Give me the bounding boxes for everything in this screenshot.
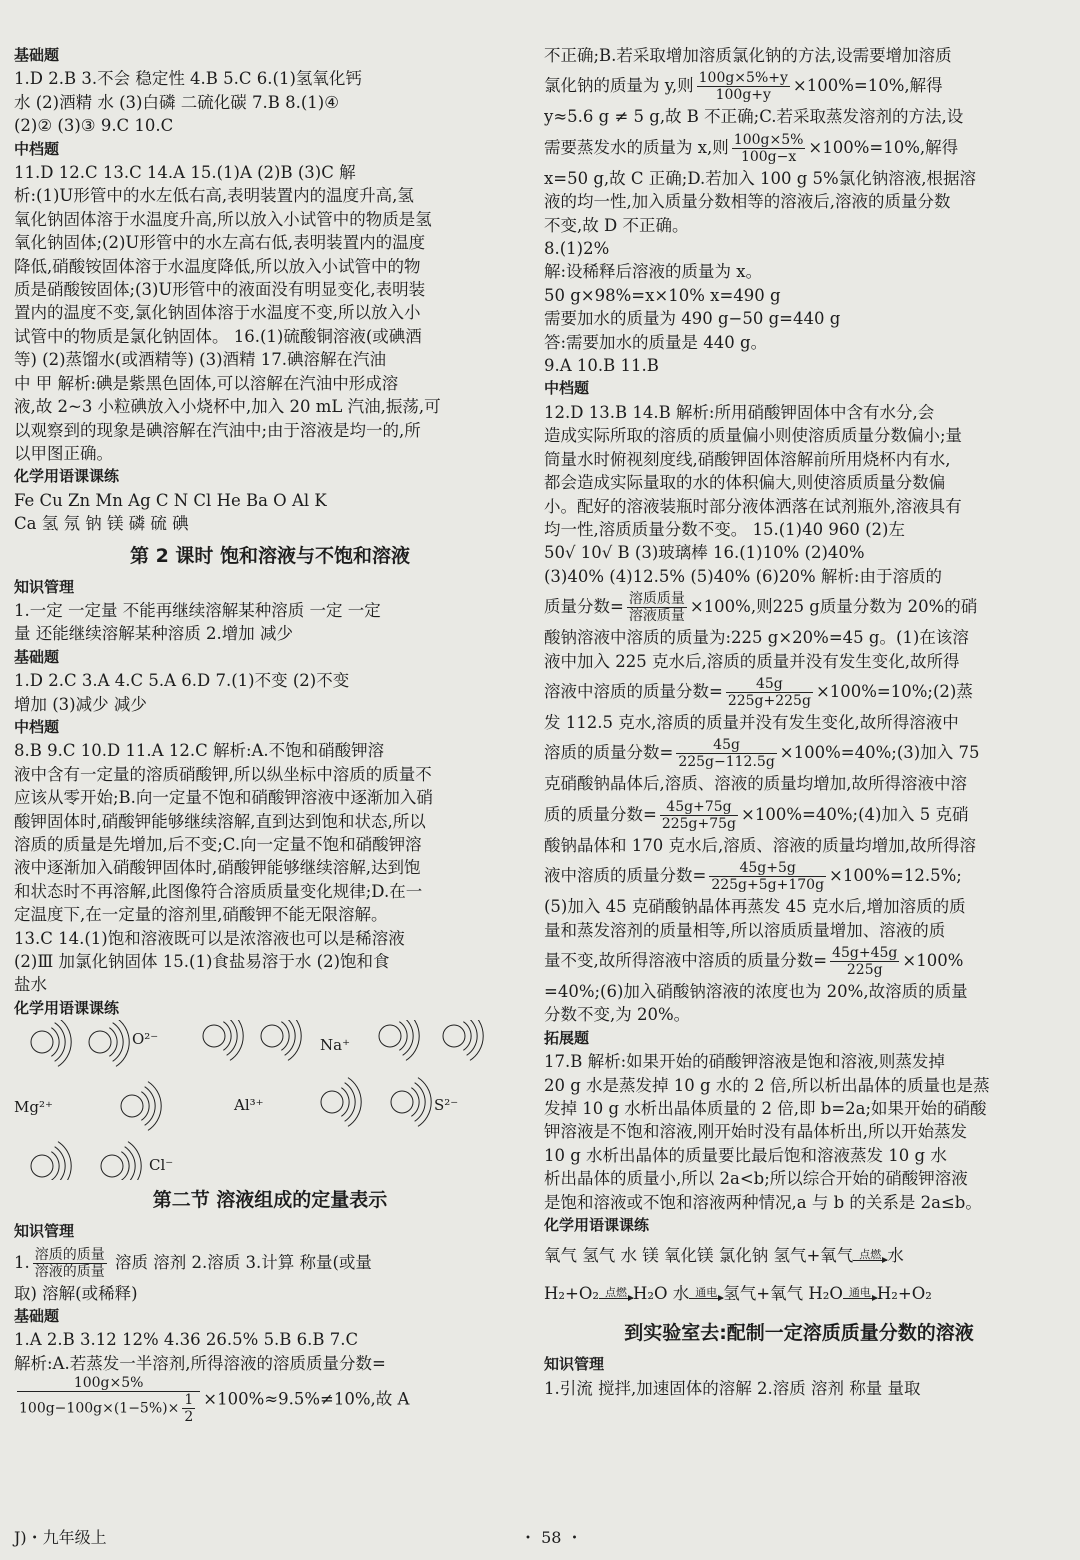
text-line: 不变,故 D 不正确。 bbox=[544, 215, 689, 235]
electron-shell-arc bbox=[348, 1078, 361, 1127]
text-line: 答:需要加水的质量是 440 g。 bbox=[544, 332, 768, 352]
lesson-title-saturated: 第 2 课时 饱和溶液与不饱和溶液 bbox=[129, 544, 411, 567]
text-line: 解:设稀释后溶液的质量为 x。 bbox=[544, 262, 763, 282]
electron-shell-arc bbox=[227, 1020, 238, 1055]
text-line: 和状态时不再溶解,此图像符合溶质质量变化规律;D.在一 bbox=[14, 881, 423, 901]
text-line: 小。配好的溶液装瓶时部分液体洒落在试剂瓶外,溶液具有 bbox=[544, 496, 962, 516]
reaction-arrow: 点燃 bbox=[599, 1287, 633, 1303]
text-line: 液中逐渐加入硝酸钾固体时,硝酸钾能够继续溶解,达到饱 bbox=[14, 858, 421, 878]
text-line: Fe Cu Zn Mn Ag C N Cl He Ba O Al K bbox=[14, 490, 327, 510]
section-heading: 知识管理 bbox=[544, 1355, 605, 1374]
electron-shell-arc bbox=[113, 1023, 124, 1062]
reaction-arrow: 通电 bbox=[843, 1287, 877, 1303]
text-line: 增加 (3)减少 减少 bbox=[14, 694, 147, 714]
text-line: 量和蒸发溶剂的质量相等,所以溶质质量增加、溶液的质 bbox=[544, 920, 946, 940]
text-line: 等) (2)蒸馏水(或酒精等) (3)酒精 17.碘溶解在汽油 bbox=[14, 350, 387, 370]
mass-fraction-def: $\frac{\text{溶质的质量}}{\text{溶液的质量}}$ bbox=[34, 1246, 105, 1280]
text-line: 氧化钠固体;(2)U形管中的水左高右低,表明装置内的温度 bbox=[14, 233, 426, 253]
formula-line: 量不变,故所得溶液中溶质的质量分数= $\frac{45g+45g}{225g}$ ×100% bbox=[544, 944, 964, 978]
text-line: 以甲图正确。 bbox=[14, 443, 113, 463]
text-line: 均一性,溶质质量分数不变。 15.(1)40 960 (2)左 bbox=[544, 519, 905, 539]
atom-structure-diagrams bbox=[14, 1020, 526, 1180]
text-line: 降低,硝酸铵固体溶于水温度降低,所以放入小试管中的物 bbox=[14, 256, 421, 276]
electron-shell-arc bbox=[403, 1020, 414, 1055]
text-line: 造成实际所取的溶质的质量偏小则使溶质质量分数偏小;量 bbox=[544, 426, 963, 446]
electron-shell-arc bbox=[415, 1083, 426, 1122]
text-line: 酸钠溶液中溶质的质量为:225 g×20%=45 g。(1)在该溶 bbox=[544, 628, 969, 648]
text-line: 发掉 10 g 水析出晶体质量的 2 倍,即 b=2a;如果开始的硝酸 bbox=[544, 1099, 987, 1118]
text-line: 发 112.5 克水,溶质的质量并没有发生变化,故所得溶液中 bbox=[544, 712, 959, 732]
electron-shell-arc bbox=[55, 1023, 66, 1062]
formula-line: 需要蒸发水的质量为 x,则 $\frac{100g\times 5\%}{100g-x}$ ×100%=10%,解得 bbox=[544, 131, 959, 165]
text-line: 是饱和溶液或不饱和溶液两种情况,a 与 b 的关系是 2a≤b。 bbox=[544, 1192, 982, 1212]
section-heading: 知识管理 bbox=[14, 577, 75, 596]
text-line: 都会造成实际量取的水的体积偏大,则使溶质质量分数偏 bbox=[544, 473, 946, 493]
electron-shell-arc bbox=[145, 1087, 156, 1126]
text-line: y≈5.6 g ≠ 5 g,故 B 不正确;C.若采取蒸发溶剂的方法,设 bbox=[544, 107, 964, 127]
ion-na-label: Na⁺ bbox=[320, 1036, 350, 1055]
text-line: 不正确;B.若采取增加溶质氯化钠的方法,设需要增加溶质 bbox=[544, 46, 952, 65]
text-line: 1.A 2.B 3.12 12% 4.36 26.5% 5.B 6.B 7.C bbox=[14, 1330, 359, 1350]
text-line: 13.C 14.(1)饱和溶液既可以是浓溶液也可以是稀溶液 bbox=[14, 928, 405, 948]
text-line: 筒量水时俯视刻度线,硝酸钾固体溶解前所用烧杯内有水, bbox=[544, 449, 951, 469]
text-line: 8.B 9.C 10.D 11.A 12.C 解析:A.不饱和硝酸钾溶 bbox=[14, 741, 385, 761]
text-line: 1.D 2.B 3.不会 稳定性 4.B 5.C 6.(1)氢氧化钙 bbox=[14, 69, 362, 89]
electron-shell-arc bbox=[418, 1078, 431, 1127]
text-line: (3)40% (4)12.5% (5)40% (6)20% 解析:由于溶质的 bbox=[544, 566, 942, 586]
text-line: 取) 溶解(或稀释) bbox=[14, 1283, 138, 1303]
text-line: 1.引流 搅拌,加速固体的溶解 2.溶质 溶剂 称量 量取 bbox=[544, 1378, 921, 1398]
text-line: 液的均一性,加入质量分数相等的溶液后,溶液的质量分数 bbox=[544, 192, 951, 212]
section-heading: 化学用语课课练 bbox=[14, 467, 120, 486]
nucleus-circle bbox=[101, 1155, 123, 1177]
text-line: 11.D 12.C 13.C 14.A 15.(1)A (2)B (3)C 解 bbox=[14, 163, 356, 183]
section-heading: 中档题 bbox=[14, 717, 60, 736]
nucleus-circle bbox=[121, 1095, 143, 1117]
text-line: 溶质的质量是先增加,后不变;C.向一定量不饱和硝酸钾溶 bbox=[14, 835, 422, 854]
text-line: 9.A 10.B 11.B bbox=[544, 356, 659, 376]
text-line: 10 g 水析出晶体的质量要比最后饱和溶液蒸发 10 g 水 bbox=[544, 1145, 947, 1165]
reaction-arrow: 点燃 bbox=[853, 1249, 887, 1265]
nucleus-circle bbox=[31, 1155, 53, 1177]
text-line: 分数不变,为 20%。 bbox=[544, 1005, 691, 1025]
knowledge-line-1: 1. $\frac{\text{溶质的质量}}{\text{溶液的质量}}$ 溶质 溶剂 2.溶质 3.计算 称量(或量 bbox=[14, 1246, 372, 1280]
page-number: ・ 58 ・ bbox=[520, 1528, 583, 1547]
text-line: (2)Ⅲ 加氯化钠固体 15.(1)食盐易溶于水 (2)饱和食 bbox=[14, 952, 390, 972]
section-title-quantitative: 第二节 溶液组成的定量表示 bbox=[152, 1189, 388, 1212]
text-line: 盐水 bbox=[14, 975, 47, 995]
ion-al-label: Al³⁺ bbox=[234, 1096, 264, 1115]
text-line: 以观察到的现象是碘溶解在汽油中;由于溶液是均一的,所 bbox=[14, 420, 421, 440]
text-line: 置内的温度不变,氯化钠固体溶于水温度不变,所以放入小 bbox=[14, 303, 421, 323]
nucleus-circle bbox=[203, 1025, 225, 1047]
text-line: 50√ 10√ B (3)玻璃棒 16.(1)10% (2)40% bbox=[544, 543, 865, 563]
text-line: 水 (2)酒精 水 (3)白磷 二硫化碳 7.B 8.(1)④ bbox=[14, 92, 339, 112]
right-column bbox=[544, 44, 1054, 1400]
text-line: 1.一定 一定量 不能再继续溶解某种溶质 一定 一定 bbox=[14, 600, 381, 620]
electron-shell-arc bbox=[148, 1082, 161, 1131]
electron-shell-arc bbox=[467, 1020, 478, 1055]
text-line: 17.B 解析:如果开始的硝酸钾溶液是饱和溶液,则蒸发掉 bbox=[544, 1052, 945, 1072]
text-line: 钾溶液是不饱和溶液,刚开始时没有晶体析出,所以开始蒸发 bbox=[544, 1122, 967, 1142]
text-line: 解析:A.若蒸发一半溶剂,所得溶液的溶质质量分数= bbox=[14, 1353, 386, 1373]
formula-line: 溶质的质量分数= $\frac{45g}{225g-112.5g}$ ×100%=40%;(3)加入 75 bbox=[544, 737, 980, 771]
text-line: Ca 氢 氖 钠 镁 磷 硫 碘 bbox=[14, 514, 189, 534]
nucleus-circle bbox=[31, 1031, 53, 1053]
section-heading: 基础题 bbox=[14, 1307, 60, 1326]
word-equations-line: 氧气 氢气 水 镁 氧化镁 氯化钠 氢气+氧气 点燃 水 bbox=[544, 1246, 904, 1266]
left-column bbox=[14, 44, 526, 1425]
text-line: 8.(1)2% bbox=[544, 239, 610, 259]
symbol-equations-line: H₂+O₂ 点燃 H₂O 水 通电 氢气+氧气 H₂O 通电 H₂+O₂ bbox=[544, 1284, 932, 1304]
section-heading: 基础题 bbox=[14, 647, 60, 666]
text-line: 应该从零开始;B.向一定量不饱和硝酸钾溶液中逐渐加入硝 bbox=[14, 788, 433, 808]
text-line: 试管中的物质是氯化钠固体。 16.(1)硫酸铜溶液(或碘酒 bbox=[14, 326, 422, 346]
ion-mg-label: Mg²⁺ bbox=[14, 1098, 53, 1117]
formula-line: 质的质量分数= $\frac{45g+75g}{225g+75g}$ ×100%=40%;(4)加入 5 克硝 bbox=[544, 798, 969, 832]
text-line: 20 g 水是蒸发掉 10 g 水的 2 倍,所以析出晶体的质量也是蒸 bbox=[544, 1075, 990, 1095]
nucleus-circle bbox=[321, 1091, 343, 1113]
footer-grade: J)・九年级上 bbox=[14, 1528, 107, 1547]
text-line: 克硝酸钠晶体后,溶质、溶液的质量均增加,故所得溶液中溶 bbox=[544, 774, 967, 794]
section-heading: 拓展题 bbox=[544, 1028, 590, 1047]
text-line: 液中加入 225 克水后,溶质的质量并没有发生变化,故所得 bbox=[544, 651, 960, 671]
text-line: 需要加水的质量为 490 g−50 g=440 g bbox=[544, 309, 841, 329]
electron-shell-arc bbox=[345, 1083, 356, 1122]
text-line: (5)加入 45 克硝酸钠晶体再蒸发 45 克水后,增加溶质的质 bbox=[544, 897, 966, 917]
text-line: 1.D 2.C 3.A 4.C 5.A 6.D 7.(1)不变 (2)不变 bbox=[14, 671, 350, 691]
section-heading: 中档题 bbox=[544, 379, 590, 398]
nucleus-circle bbox=[443, 1025, 465, 1047]
text-line: 定温度下,在一定量的溶剂里,硝酸钾不能无限溶解。 bbox=[14, 905, 388, 925]
text-line: 中 甲 解析:碘是紫黑色固体,可以溶解在汽油中形成溶 bbox=[14, 373, 399, 393]
formula-line: 溶液中溶质的质量分数= $\frac{45g}{225g+225g}$ ×100%=10%;(2)蒸 bbox=[544, 675, 973, 709]
ion-s-label: S²⁻ bbox=[434, 1096, 459, 1115]
lab-section-title: 到实验室去:配制一定溶质质量分数的溶液 bbox=[624, 1322, 974, 1345]
text-line: 量 还能继续溶解某种溶质 2.增加 减少 bbox=[14, 624, 293, 644]
reaction-arrow: 通电 bbox=[689, 1287, 723, 1303]
text-line: 氧化钠固体溶于水温度升高,所以放入小试管中的物质是氢 bbox=[14, 209, 432, 229]
nucleus-circle bbox=[89, 1031, 111, 1053]
formula-line: 氯化钠的质量为 y,则 $\frac{100g\times 5\%+y}{100g+y}$ ×100%=10%,解得 bbox=[544, 70, 943, 104]
formula-line: 液中溶质的质量分数= $\frac{45g+5g}{225g+5g+170g}$ ×100%=12.5%; bbox=[544, 860, 962, 894]
formula-line: 质量分数= $\frac{\text{溶质质量}}{\text{溶液质量}}$ ×100%,则225 g质量分数为 20%的硝 bbox=[544, 591, 978, 625]
nucleus-circle bbox=[261, 1025, 283, 1047]
text-line: 12.D 13.B 14.B 解析:所用硝酸钾固体中含有水分,会 bbox=[544, 402, 935, 422]
text-line: 酸钠晶体和 170 克水后,溶质、溶液的质量均增加,故所得溶 bbox=[544, 835, 976, 855]
section-heading: 知识管理 bbox=[14, 1222, 75, 1241]
text-line: 液,故 2~3 小粒碘放入小烧杯中,加入 20 mL 汽油,振荡,可 bbox=[14, 397, 441, 417]
fraction-a: 100g×5% 100g−100g×(1−5%)× $\frac{1}{2}$ bbox=[17, 1375, 200, 1425]
text-line: 50 g×98%=x×10% x=490 g bbox=[544, 285, 781, 305]
section-heading: 化学用语课课练 bbox=[544, 1216, 650, 1235]
formula-evaporate-half: 100g×5% 100g−100g×(1−5%)× $\frac{1}{2}$ ×100%≈9.5%≠10%,故 A bbox=[19, 1375, 410, 1426]
electron-shell-arc bbox=[399, 1022, 407, 1051]
text-line: (2)② (3)③ 9.C 10.C bbox=[14, 116, 174, 136]
text-line: 酸钾固体时,硝酸钾能够继续溶解,直到达到饱和状态,所以 bbox=[14, 811, 426, 831]
text-line: 液中含有一定量的溶质硝酸钾,所以纵坐标中溶质的质量不 bbox=[14, 764, 432, 784]
electron-shell-arc bbox=[285, 1020, 296, 1055]
text-line: 质是硝酸铵固体;(3)U形管中的液面没有明显变化,表明装 bbox=[14, 280, 426, 300]
section-heading: 基础题 bbox=[14, 46, 60, 64]
section-heading: 化学用语课课练 bbox=[14, 998, 120, 1017]
nucleus-circle bbox=[391, 1091, 413, 1113]
text-line: =40%;(6)加入硝酸钠溶液的浓度也为 20%,故溶质的质量 bbox=[544, 981, 968, 1001]
section-heading: 中档题 bbox=[14, 139, 60, 158]
text-line: 析:(1)U形管中的水左低右高,表明装置内的温度升高,氢 bbox=[14, 186, 414, 206]
electron-shell-arc bbox=[463, 1022, 471, 1051]
text-line: x=50 g,故 C 正确;D.若加入 100 g 5%氯化钠溶液,根据溶 bbox=[544, 168, 976, 188]
ion-cl-label: Cl⁻ bbox=[149, 1156, 174, 1175]
text-line: 析出晶体的质量小,所以 2a<b;所以综合开始的硝酸钾溶液 bbox=[544, 1169, 968, 1189]
nucleus-circle bbox=[379, 1025, 401, 1047]
ion-o2-label: O²⁻ bbox=[132, 1030, 159, 1049]
